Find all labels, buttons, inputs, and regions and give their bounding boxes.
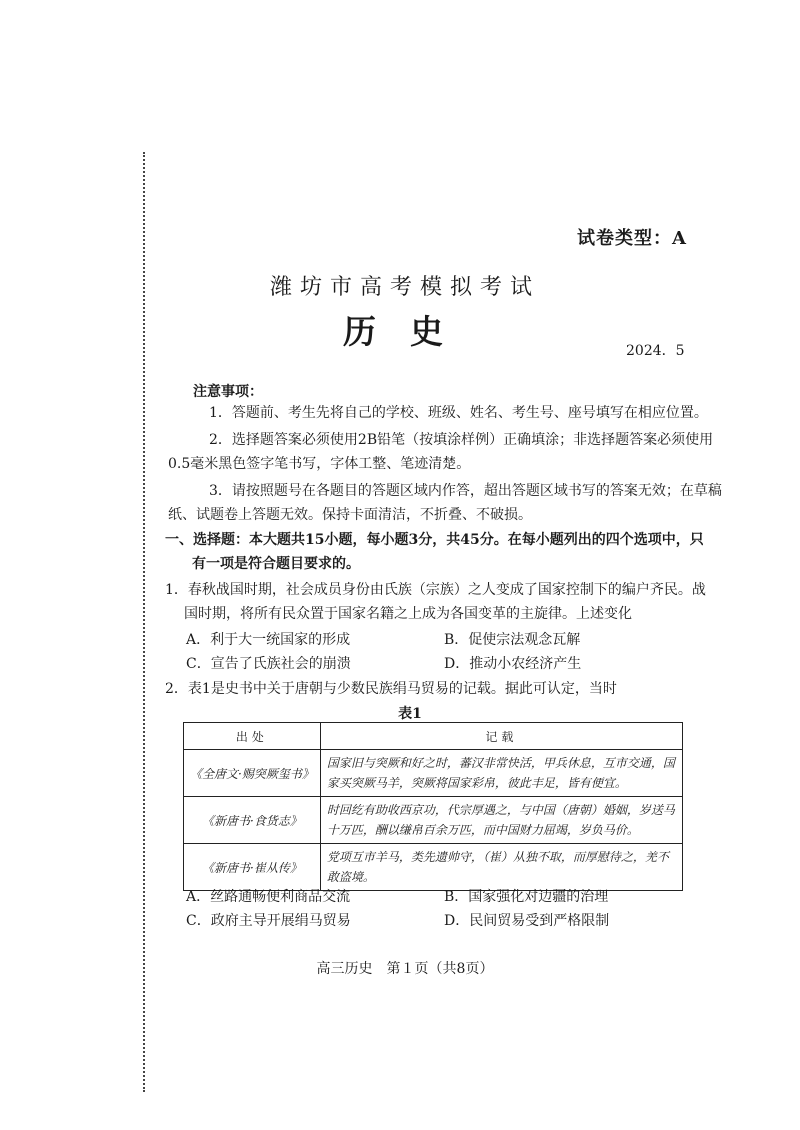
question-1-stem: 1．春秋战国时期，社会成员身份由氏族（宗族）之人变成了国家控制下的编户齐民。战 [165,582,706,598]
section-heading-cont: 有一项是符合题目要求的。 [192,556,360,572]
question-1-stem-cont: 国时期，将所有民众置于国家名籍之上成为各国变革的主旋律。上述变化 [184,606,632,622]
table-row [184,750,683,797]
section-heading: 一、选择题：本大题共15小题，每小题3分，共45分。在每小题列出的四个选项中，只 [165,532,704,548]
notice-item-2: 2．选择题答案必须使用2B铅笔（按填涂样例）正确填涂；非选择题答案必须使用 [209,432,714,448]
table-header-source: 出处 [184,723,321,750]
table-row [184,844,683,891]
question-1-option-c: C．宣告了氏族社会的崩溃 [186,656,351,672]
table-header-row [184,723,683,750]
page-footer: 高三历史 第１页（共8页） [316,961,494,977]
notice-item-3: 3．请按照题号在各题目的答题区域内作答，超出答题区域书写的答案无效；在草稿 [209,483,722,499]
table-header-record: 记载 [320,723,682,750]
exam-date: 2024．5 [626,343,685,359]
question-1-option-a: A．利于大一统国家的形成 [186,632,351,648]
table-cell-record: 时回纥有助收西京功，代宗厚遇之，与中国（唐朝）婚姻，岁送马十万匹，酬以缣帛百余万匹，而中国财力屈竭，岁负马价。 [320,797,682,844]
question-1-option-d: D．推动小农经济产生 [444,656,582,672]
question-2-option-d: D．民间贸易受到严格限制 [444,913,610,929]
exam-title: 潍坊市高考模拟考试 [269,275,540,300]
subject-title: 历史 [343,312,477,351]
table-caption: 表1 [398,706,422,722]
table-cell-record: 党项互市羊马，类先遗帅守，（崔）从独不取，而厚慰待之，羌不敢盗境。 [320,844,682,891]
notice-item-2-cont: 0.5毫米黑色签字笔书写，字体工整、笔迹清楚。 [168,456,471,472]
question-2-stem: 2．表1是史书中关于唐朝与少数民族绢马贸易的记载。据此可认定，当时 [165,681,617,697]
table-cell-source: 《全唐文·赐突厥玺书》 [184,750,321,797]
notice-item-3-cont: 纸、试题卷上答题无效。保持卡面清洁，不折叠、不破损。 [168,507,532,523]
question-2-option-c: C．政府主导开展绢马贸易 [186,913,351,929]
notice-title: 注意事项： [193,384,263,400]
notice-item-1: 1．答题前、考生先将自己的学校、班级、姓名、考生号、座号填写在相应位置。 [209,405,708,421]
table-cell-record: 国家旧与突厥和好之时，蕃汉非常快活，甲兵休息，互市交通，国家买突厥马羊，突厥将国家彩帛，彼此丰足，皆有便宜。 [320,750,682,797]
question-1-option-b: B．促使宗法观念瓦解 [444,632,581,648]
question-2-option-b: B．国家强化对边疆的治理 [444,889,609,905]
table-cell-source: 《新唐书·食货志》 [184,797,321,844]
table-row [184,797,683,844]
trade-records-table [183,722,683,891]
question-2-option-a: A．丝路通畅便利商品交流 [186,889,351,905]
table-cell-source: 《新唐书·崔从传》 [184,844,321,891]
paper-type: 试卷类型：A [577,228,687,249]
